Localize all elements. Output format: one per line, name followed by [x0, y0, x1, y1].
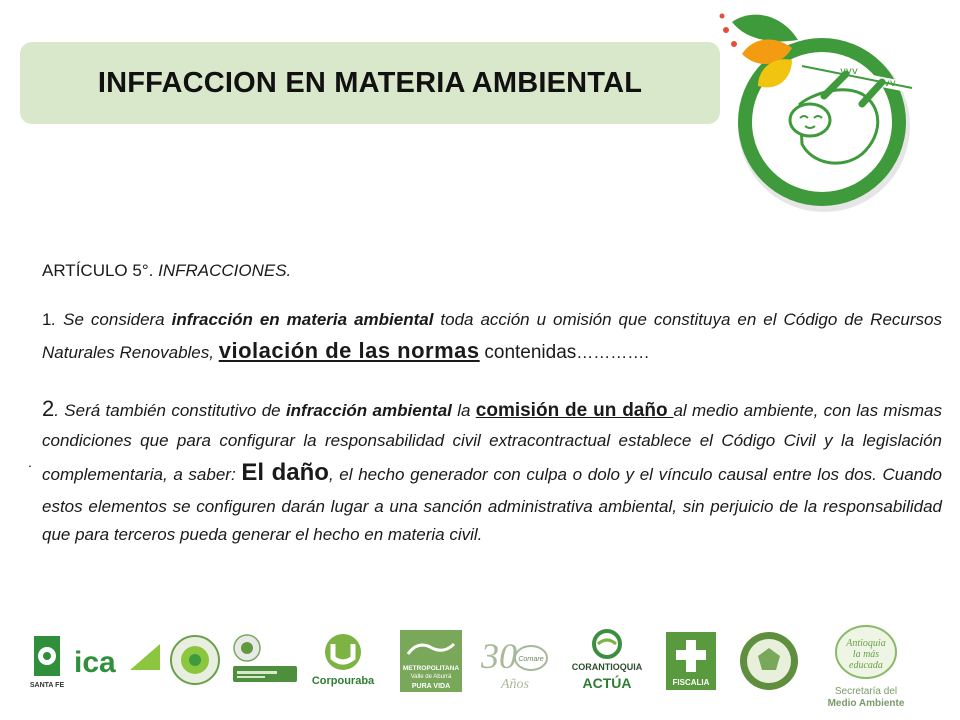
para-2-number: 2: [42, 395, 55, 421]
para-1-text-a: . Se considera: [51, 309, 172, 329]
corpouraba-logo: [306, 630, 380, 690]
article-title: INFRACCIONES.: [158, 261, 292, 280]
antioquia-line3: educada: [849, 660, 883, 671]
title-banner: [20, 42, 720, 124]
corantioquia-logo: [564, 628, 650, 694]
corantioquia-label: CORANTIOQUIA: [571, 662, 643, 672]
para-2-underlined: comisión de un daño: [475, 399, 674, 421]
ica-logo: [72, 640, 162, 680]
partner-logo-strip: [24, 620, 924, 715]
actua-label: ACTÚA: [582, 675, 632, 691]
fiscalia-label: FISCALIA: [672, 678, 710, 687]
santafe-logo: [29, 634, 65, 690]
para-1-ellipsis: ………….: [576, 343, 650, 363]
para-1-underlined: violación de las normas: [218, 338, 480, 364]
para-2-text-a: . Será también constitutivo de: [54, 400, 286, 420]
para-2-bold: infracción ambiental: [285, 400, 452, 420]
ministry-logo: [229, 632, 301, 688]
para-1-number: 1: [42, 309, 52, 329]
para-2-text-b: la: [451, 400, 476, 420]
svg-text:vvv: vvv: [878, 78, 896, 89]
amva-line2: Valle de Aburrá: [410, 674, 452, 680]
cornare-number: 30: [481, 636, 517, 676]
svg-text:vvv: vvv: [840, 66, 858, 77]
para-1-bold: infracción en materia ambiental: [171, 309, 434, 329]
secretaria-line1: Secretaría del: [834, 686, 898, 697]
para-2-text-d: , el hecho generador con culpa o dolo y el vínculo causal entre los dos. Cuando estos elementos se configuren darán lugar a una sanción administrativa ambiental, sin perjuicio de la responsabilidad que para terceros pueda generar el hecho en materia civil.: [42, 465, 943, 544]
antioquia-logo: [820, 624, 912, 714]
amva-line1: METROPOLITANA: [402, 665, 460, 672]
bullet-dot: .: [28, 454, 32, 470]
para-2-text-c: al medio ambiente, con las mismas condiciones que para configurar la responsabilidad civil extracontractual establece el Código Civil y la legislación complementaria, a saber:: [42, 400, 942, 485]
para-1-text-c: contenidas: [484, 342, 577, 364]
sloth-logo: [712, 4, 922, 214]
santafe-label: SANTA FE: [29, 682, 65, 689]
cornare-label: Cornare: [518, 656, 544, 663]
page-title: INFFACCION EN MATERIA AMBIENTAL: [97, 66, 643, 99]
secretaria-line2: Medio Ambiente: [827, 698, 905, 709]
antioquia-line1: Antioquia: [846, 638, 886, 649]
amva-line3: PURA VIDA: [411, 683, 451, 690]
cornare-years: Años: [501, 677, 529, 692]
para-1-text-b: toda acción u omisión que constituya en el Código de Recursos Naturales Renovables,: [42, 309, 942, 363]
government-seal-logo: [169, 634, 221, 686]
national-seal-logo: [736, 630, 802, 692]
paragraph-1: [42, 306, 942, 369]
paragraph-2: [42, 391, 942, 548]
article-number: ARTÍCULO 5°.: [42, 261, 154, 280]
article-heading: [42, 258, 942, 284]
para-2-big-bold: El daño: [241, 459, 329, 487]
antioquia-line2: la más: [852, 649, 880, 660]
fiscalia-logo: [666, 632, 716, 690]
amva-logo: [400, 630, 462, 692]
cornare-logo: [479, 628, 551, 694]
corpouraba-label: Corpouraba: [311, 675, 375, 687]
article-content: [42, 258, 942, 548]
ica-label: ica: [74, 646, 116, 679]
